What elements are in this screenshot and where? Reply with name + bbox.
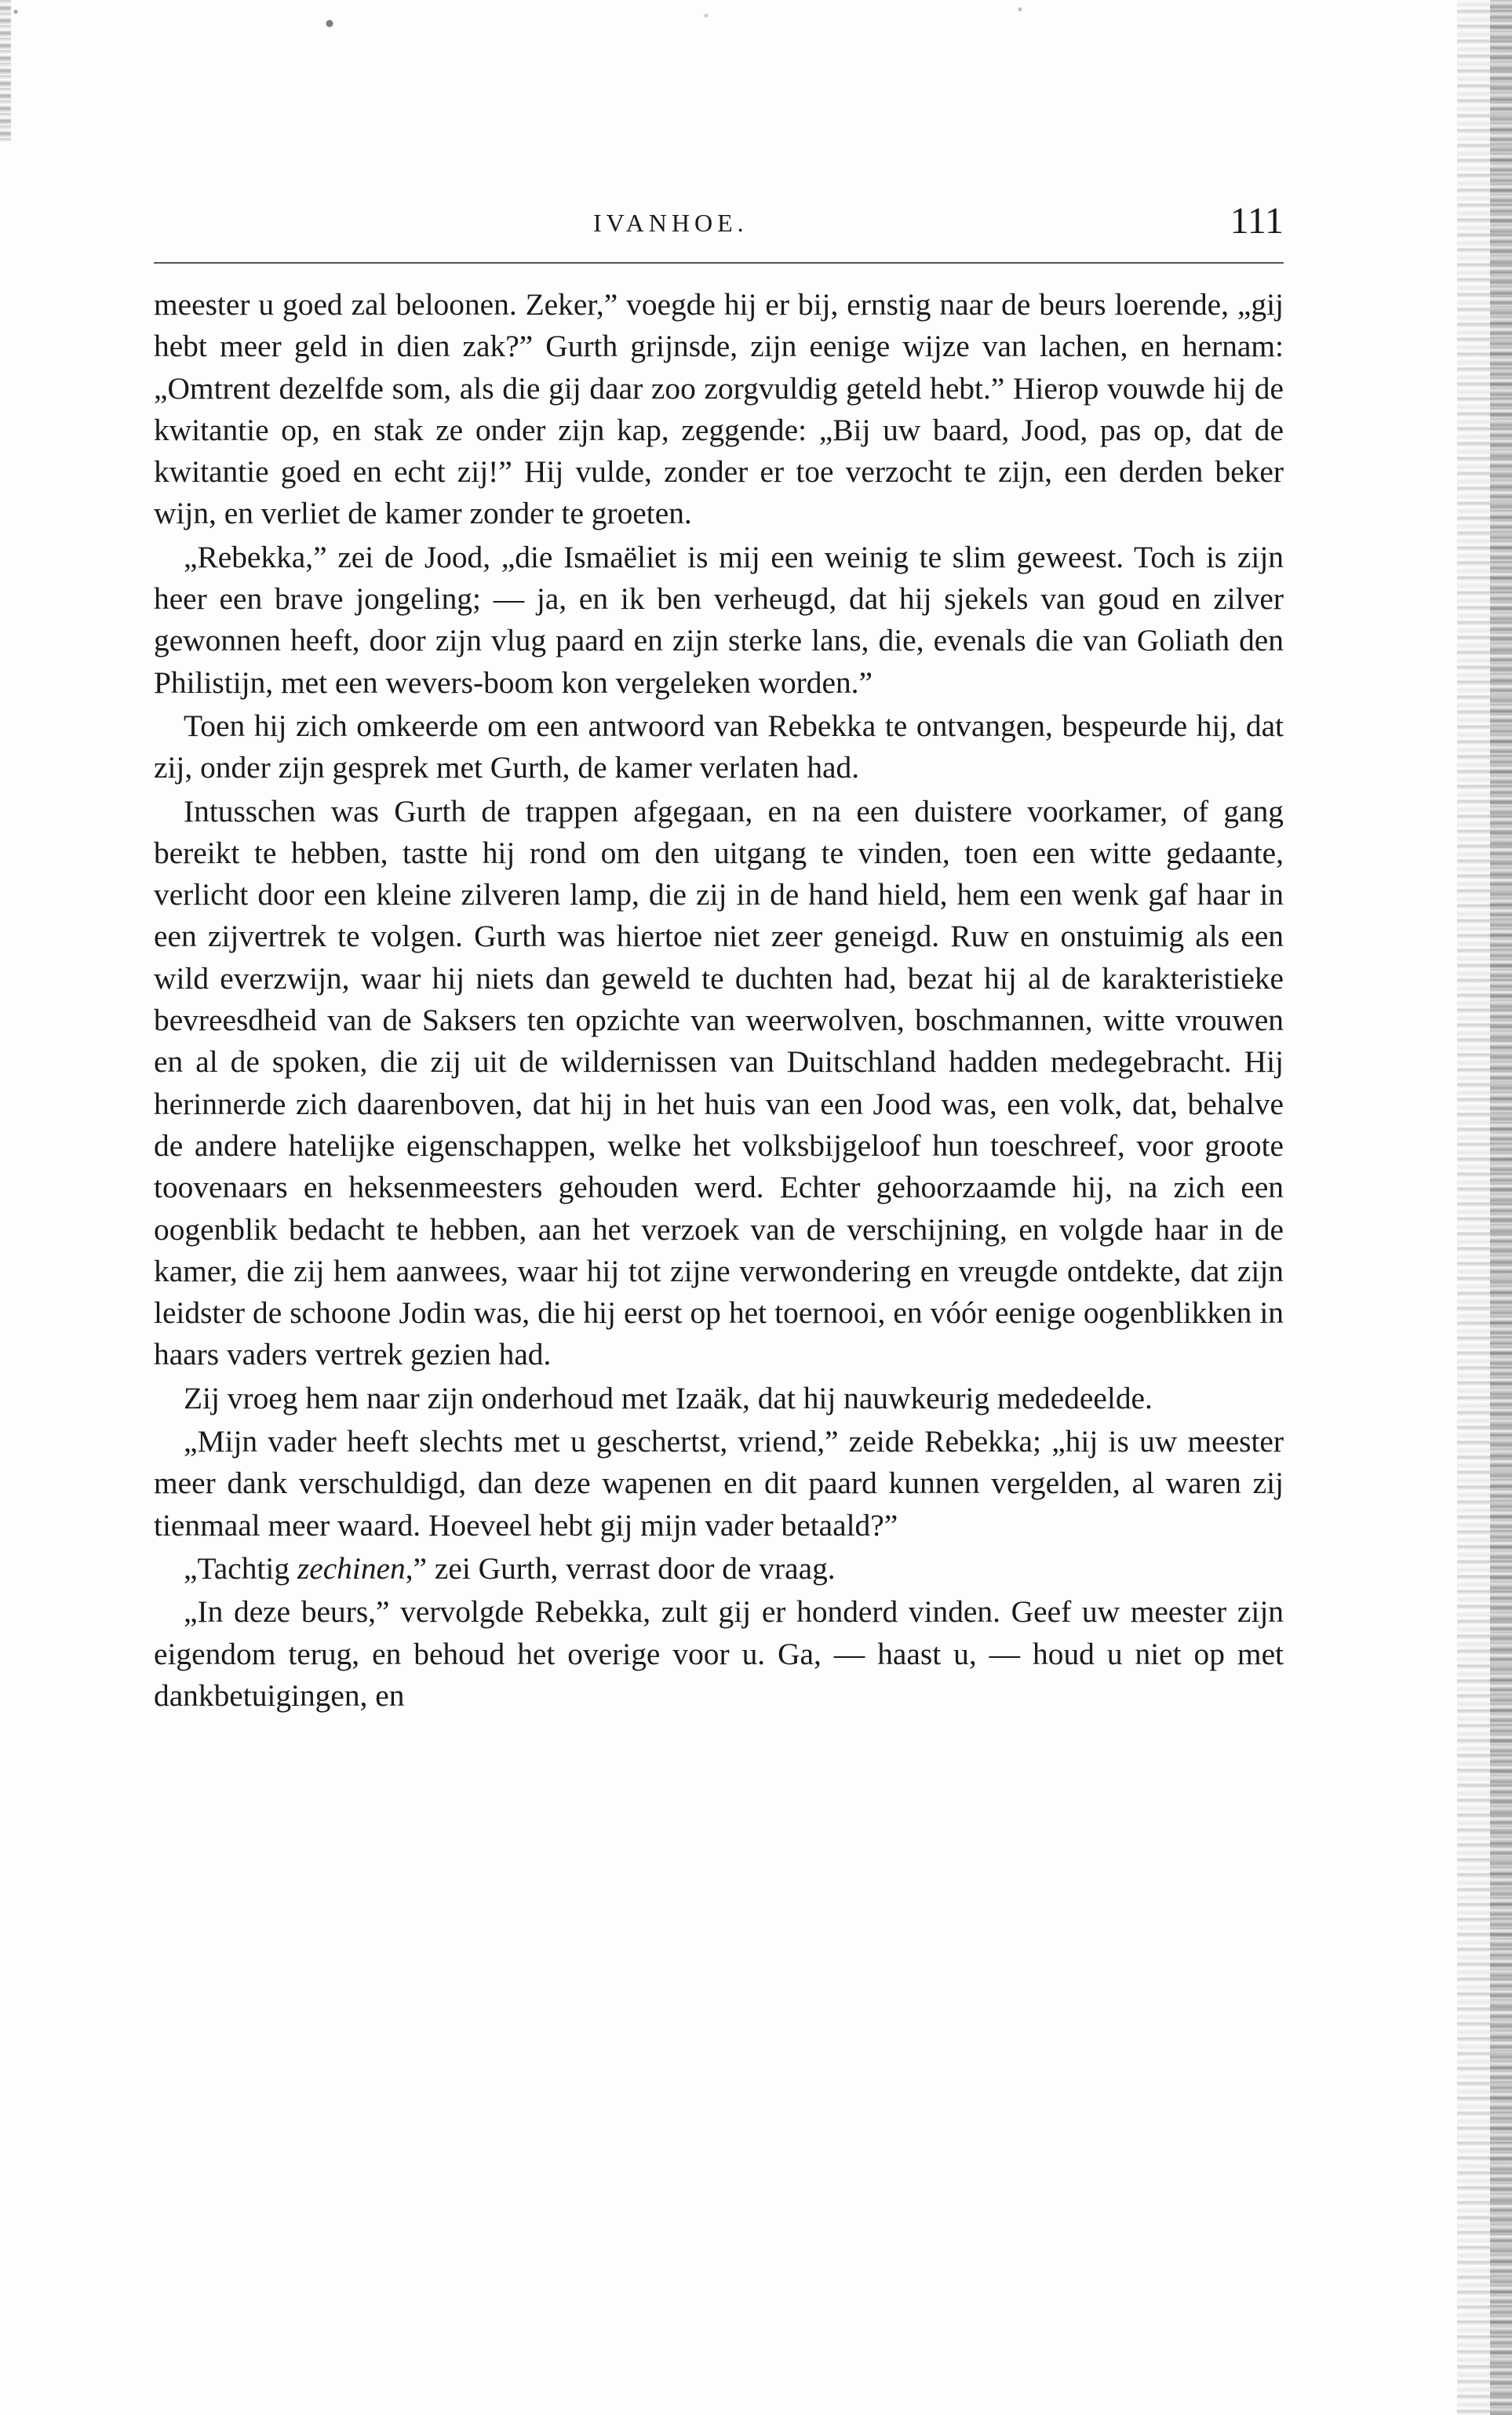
- paragraph: Toen hij zich omkeerde om een antwoord van Rebekka te ontvangen, bespeurde hij, dat zij, onder zijn gesprek met Gurth, de kamer verlaten had.: [154, 708, 1284, 785]
- paragraph: meester u goed zal beloonen. Zeker,” voegde hij er bij, ernstig naar de beurs loerende, „gij hebt meer geld in dien zak?” Gurth grijnsde, zijn eenige wijze van lachen, en hernam: „Omtrent dezelfde som, als die gij daar zoo zorgvuldig geteld hebt.” Hierop vouwde hij de kwitantie op, en stak ze onder zijn kap, zeggende: „Bij uw baard, Jood, pas op, dat de kwitantie goed en echt zij!” Hij vulde, zonder er toe verzocht te zijn, een derden beker wijn, en verliet de kamer zonder te groeten.: [154, 287, 1284, 531]
- header-rule: [154, 262, 1284, 264]
- paragraph: „In deze beurs,” vervolgde Rebekka, zult gij er honderd vinden. Geef uw meester zijn eigendom terug, en behoud het overige voor u. Ga, — haast u, — houd u niet op met dankbetuigingen, en: [154, 1594, 1284, 1713]
- page-number: 111: [1230, 200, 1284, 242]
- scan-edge-right: [1457, 0, 1512, 2415]
- paragraph: [154, 1548, 1284, 1590]
- scan-edge-left: [0, 0, 11, 141]
- paragraph: „Rebekka,” zei de Jood, „die Ismaëliet is mij een weinig te slim geweest. Toch is zijn heer een brave jongeling; — ja, en ik ben verheugd, dat hij sjekels van goud en zilver gewonnen heeft, door zijn vlug paard en zijn sterke lans, die, evenals die van Goliath den Philistijn, met een wevers-boom kon vergeleken worden.”: [154, 539, 1284, 700]
- paragraph: „Mijn vader heeft slechts met u geschertst, vriend,” zeide Rebekka; „hij is uw meester meer dank verschuldigd, dan deze wapenen en dit paard kunnen vergelden, al waren zij tienmaal meer waard. Hoeveel hebt gij mijn vader betaald?”: [154, 1424, 1284, 1543]
- paragraph: Intusschen was Gurth de trappen afgegaan, en na een duistere voorkamer, of gang bereikt te hebben, tastte hij rond om den uitgang te vinden, toen een witte gedaante, verlicht door een kleine zilveren lamp, die zij in de hand hield, hem een wenk gaf haar in een zijvertrek te volgen. Gurth was hiertoe niet zeer geneigd. Ruw en onstuimig als een wild everzwijn, waar hij niets dan geweld te duchten had, bezat hij al de karakteristieke bevreesdheid van de Saksers ten opzichte van weerwolven, boschmannen, witte vrouwen en al de spoken, die zij uit de wildernissen van Duitschland hadden medegebracht. Hij herinnerde zich daarenboven, dat hij in het huis van een Jood was, een volk, dat, behalve de andere hatelijke eigenschappen, welke het volksbijgeloof hun toeschreef, voor groote toovenaars en heksenmeesters gehouden werd. Echter gehoorzaamde hij, na zich een oogenblik bedacht te hebben, aan het verzoek van de verschijning, en volgde haar in de kamer, die zij hem aanwees, waar hij tot zijne verwondering en vreugde ontdekte, dat zijn leidster de schoone Jodin was, die hij eerst op het toernooi, en vóór eenige oogenblikken in haars vaders vertrek gezien had.: [154, 793, 1284, 1372]
- body-text: [154, 284, 1284, 1718]
- paragraph-text-after: ,” zei Gurth, verrast door de vraag.: [405, 1550, 836, 1586]
- running-title: IVANHOE.: [593, 209, 749, 237]
- scan-edge-top: [0, 0, 1512, 47]
- page-header: [154, 195, 1284, 250]
- paragraph: Zij vroeg hem naar zijn onderhoud met Izaäk, dat hij nauwkeurig mededeelde.: [184, 1380, 1153, 1415]
- italic-term: zechinen: [297, 1550, 406, 1586]
- paragraph-text-before: „Tachtig: [184, 1550, 297, 1586]
